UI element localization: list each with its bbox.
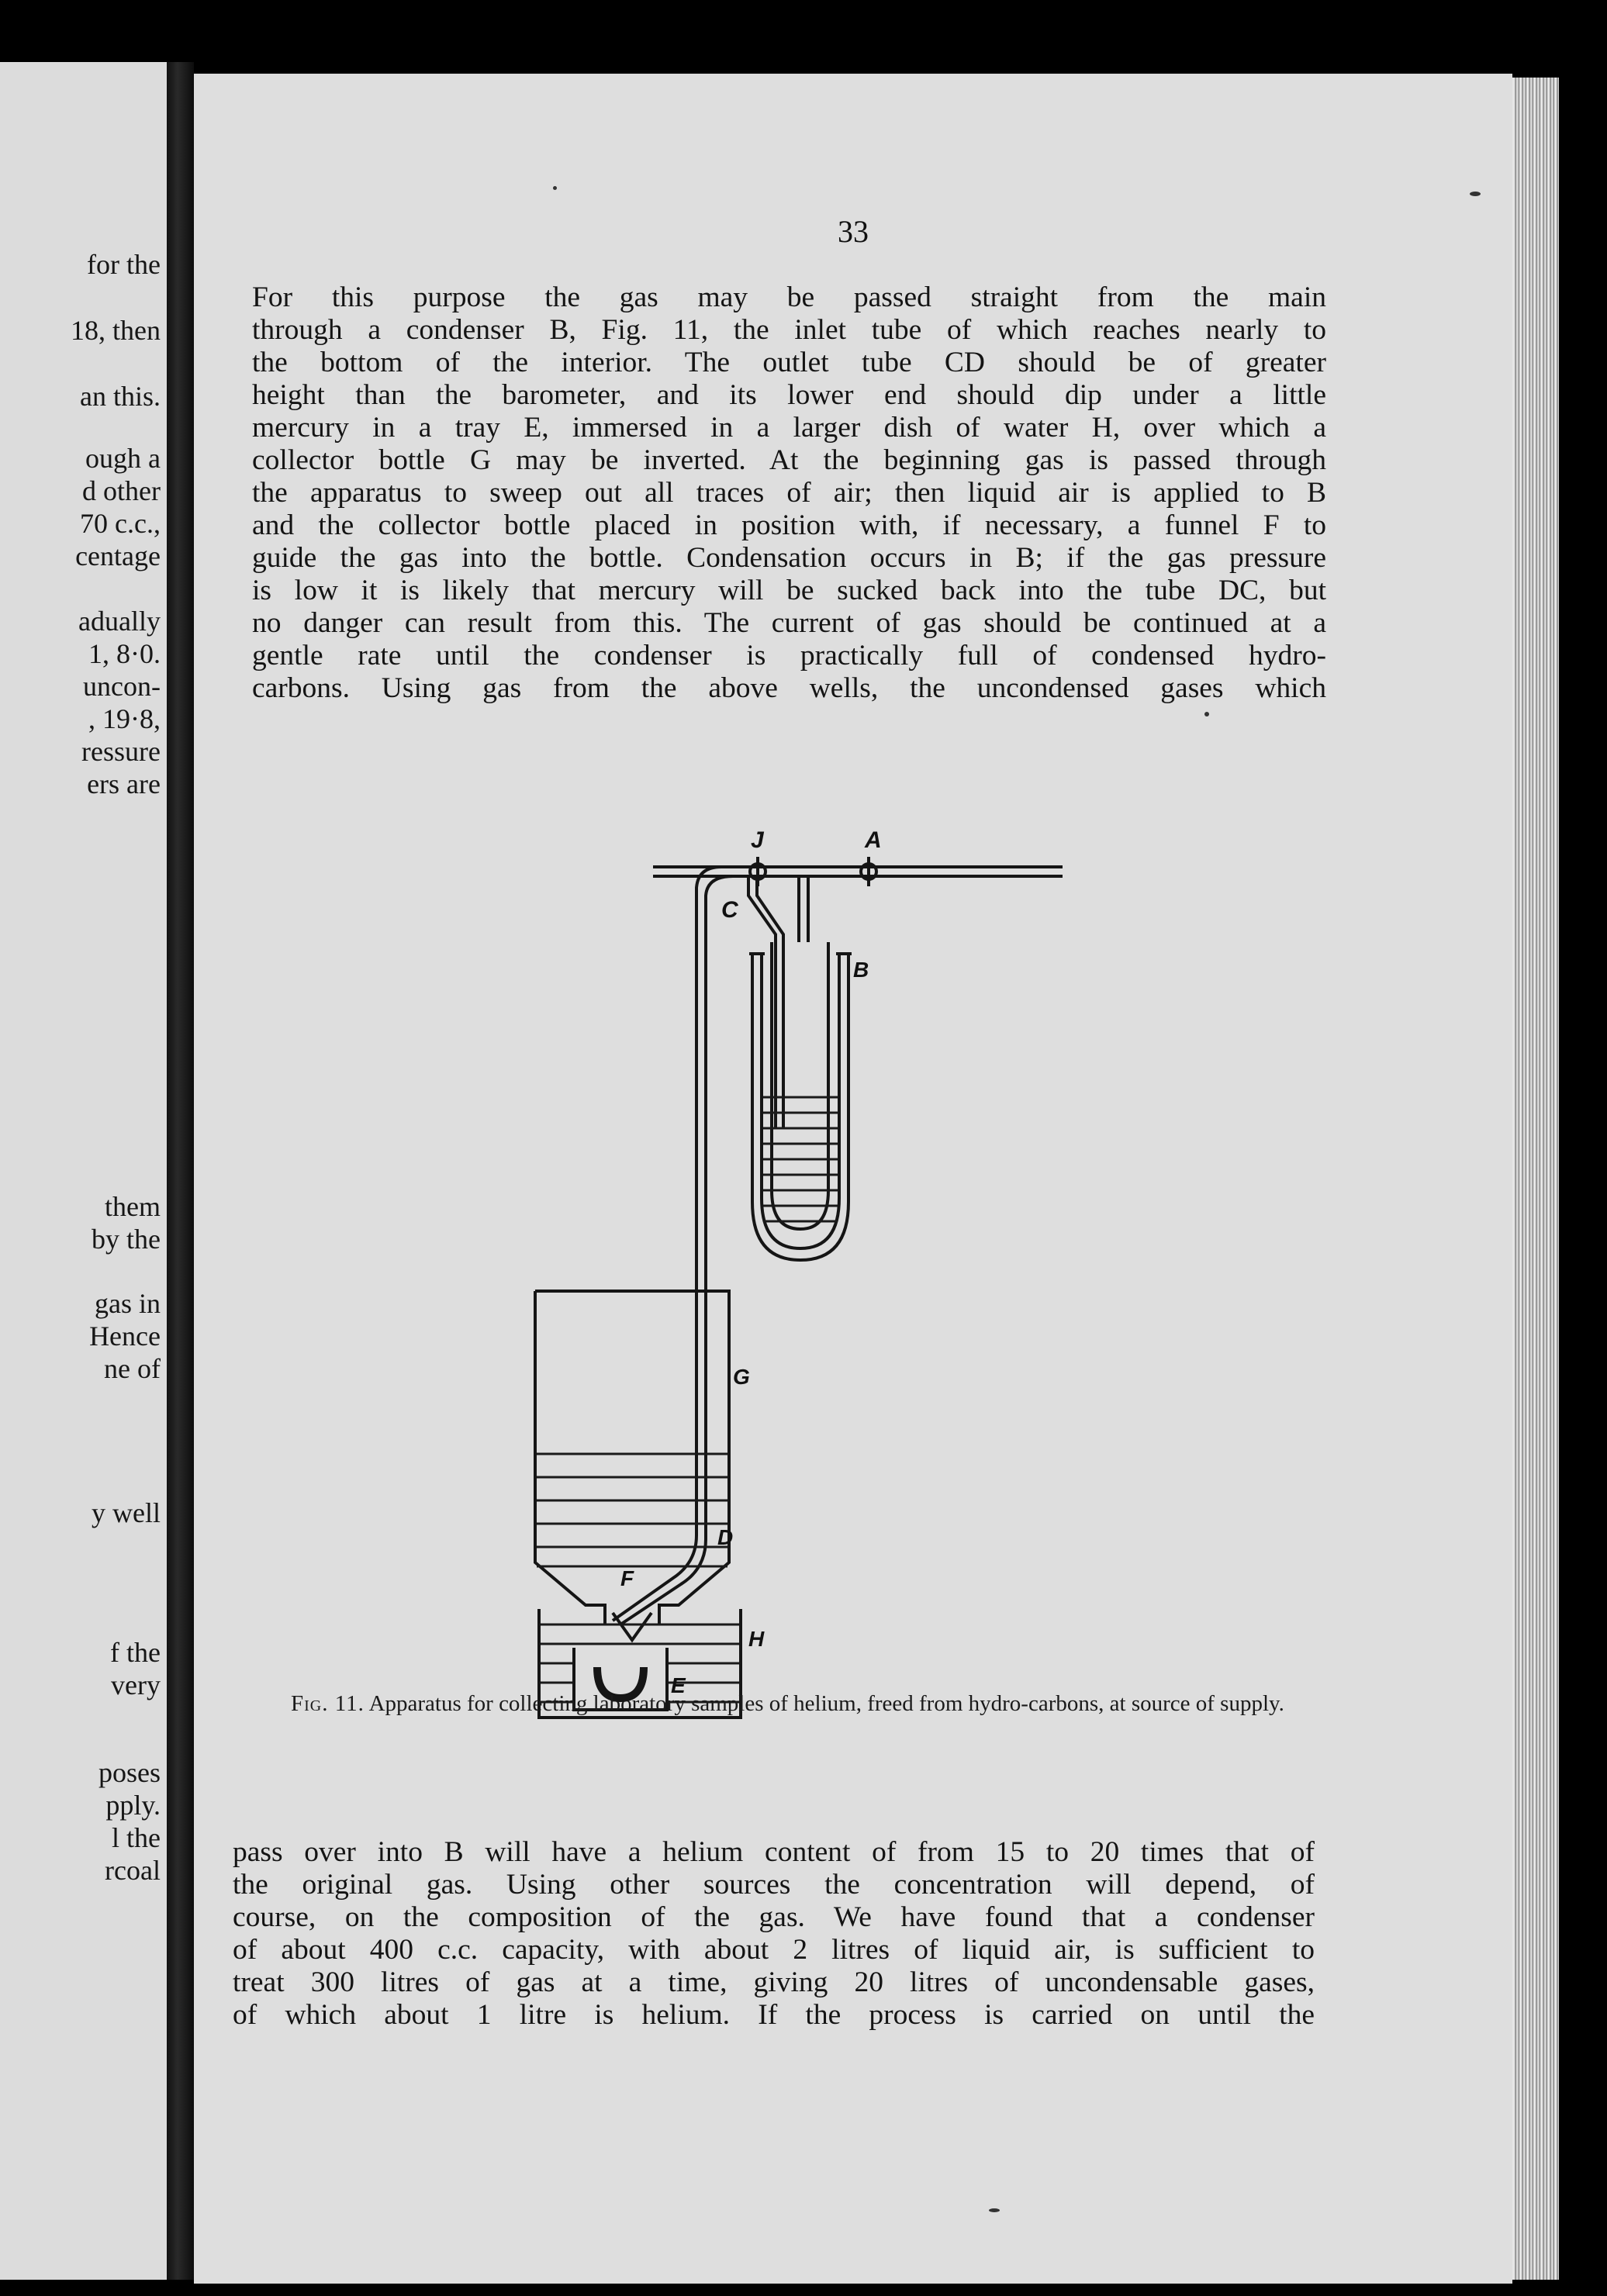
book-gutter — [167, 62, 194, 2280]
paragraph-1 — [252, 281, 1326, 705]
label-J: J — [751, 827, 764, 853]
left-page-fragment: centage — [75, 540, 161, 571]
text-line: the bottom of the interior. The outlet tube CD should be of greater — [252, 347, 1326, 378]
paragraph-2 — [233, 1836, 1315, 2032]
label-E: E — [671, 1673, 686, 1697]
left-page-fragment: gas in — [95, 1288, 161, 1319]
left-page-fragment: for the — [87, 249, 161, 280]
figure-caption — [233, 1690, 1318, 1718]
text-line: guide the gas into the bottle. Condensation occurs in B; if the gas pressure — [252, 542, 1326, 574]
figure-caption-label: Fig. 11. — [291, 1691, 365, 1716]
left-page-fragment: ne of — [104, 1353, 161, 1384]
left-page-fragment: 1, 8·0. — [88, 638, 161, 669]
left-page-fragment: , 19·8, — [88, 703, 161, 734]
text-line: mercury in a tray E, immersed in a larger dish of water H, over which a — [252, 412, 1326, 444]
left-facing-page — [0, 62, 167, 2280]
left-page-fragment: rcoal — [105, 1855, 161, 1886]
label-H: H — [748, 1627, 765, 1651]
left-page-fragment: 70 c.c., — [80, 508, 161, 539]
text-line: the apparatus to sweep out all traces of air; then liquid air is applied to B — [252, 477, 1326, 509]
ink-speck — [553, 186, 557, 190]
main-page — [194, 74, 1512, 2284]
left-page-fragment: d other — [82, 475, 161, 506]
text-line: height than the barometer, and its lower end should dip under a little — [252, 379, 1326, 411]
ink-speck — [1470, 192, 1481, 196]
left-page-fragment: very — [111, 1669, 161, 1700]
text-line: of about 400 c.c. capacity, with about 2 litres of liquid air, is sufficient to — [233, 1934, 1315, 1966]
left-page-fragment: f the — [110, 1637, 161, 1668]
text-line: and the collector bottle placed in position with, if necessary, a funnel F to — [252, 509, 1326, 541]
text-line: is low it is likely that mercury will be sucked back into the tube DC, but — [252, 575, 1326, 606]
ink-speck — [989, 2208, 1000, 2212]
text-line: For this purpose the gas may be passed straight from the main — [252, 281, 1326, 313]
text-line: carbons. Using gas from the above wells, the uncondensed gases which — [252, 672, 1326, 704]
page-edges — [1512, 78, 1559, 2280]
page-number: 33 — [838, 214, 869, 249]
left-page-fragment: pply. — [105, 1790, 161, 1821]
text-line: collector bottle G may be inverted. At the beginning gas is passed through — [252, 444, 1326, 476]
left-page-fragment: poses — [98, 1757, 161, 1788]
figure-11-apparatus — [465, 756, 1125, 1741]
left-page-fragment: Hence — [89, 1321, 161, 1352]
text-line: through a condenser B, Fig. 11, the inlet tube of which reaches nearly to — [252, 314, 1326, 346]
text-line: gentle rate until the condenser is practically full of condensed hydro- — [252, 640, 1326, 672]
text-line: treat 300 litres of gas at a time, giving 20 litres of uncondensable gases, — [233, 1966, 1315, 1998]
left-page-fragment: 18, then — [71, 315, 161, 346]
left-page-fragment: ers are — [87, 768, 161, 799]
left-page-fragment: ressure — [81, 736, 161, 767]
left-page-fragment: y well — [92, 1497, 161, 1528]
text-line: pass over into B will have a helium content of from 15 to 20 times that of — [233, 1836, 1315, 1868]
figure-caption-text: Apparatus for collecting laboratory samples of helium, freed from hydro-carbons, at source of supply. — [368, 1691, 1284, 1716]
label-A: A — [865, 827, 882, 853]
text-line: course, on the composition of the gas. We have found that a condenser — [233, 1901, 1315, 1933]
ink-speck — [1204, 712, 1209, 716]
left-page-fragment: l the — [112, 1822, 161, 1853]
label-G: G — [733, 1365, 750, 1389]
left-page-fragment: them — [105, 1191, 161, 1222]
label-B: B — [853, 958, 869, 982]
left-page-fragment: uncon- — [83, 671, 161, 702]
left-page-fragment: ough a — [85, 443, 161, 474]
left-page-fragment: by the — [92, 1224, 161, 1255]
text-line: no danger can result from this. The current of gas should be continued at a — [252, 607, 1326, 639]
label-F: F — [620, 1566, 634, 1590]
label-C: C — [721, 897, 738, 923]
text-line: of which about 1 litre is helium. If the process is carried on until the — [233, 1999, 1315, 2031]
left-page-fragment: an this. — [80, 381, 161, 412]
left-page-fragment: adually — [78, 606, 161, 637]
label-D: D — [717, 1525, 734, 1549]
text-line: the original gas. Using other sources the concentration will depend, of — [233, 1869, 1315, 1901]
